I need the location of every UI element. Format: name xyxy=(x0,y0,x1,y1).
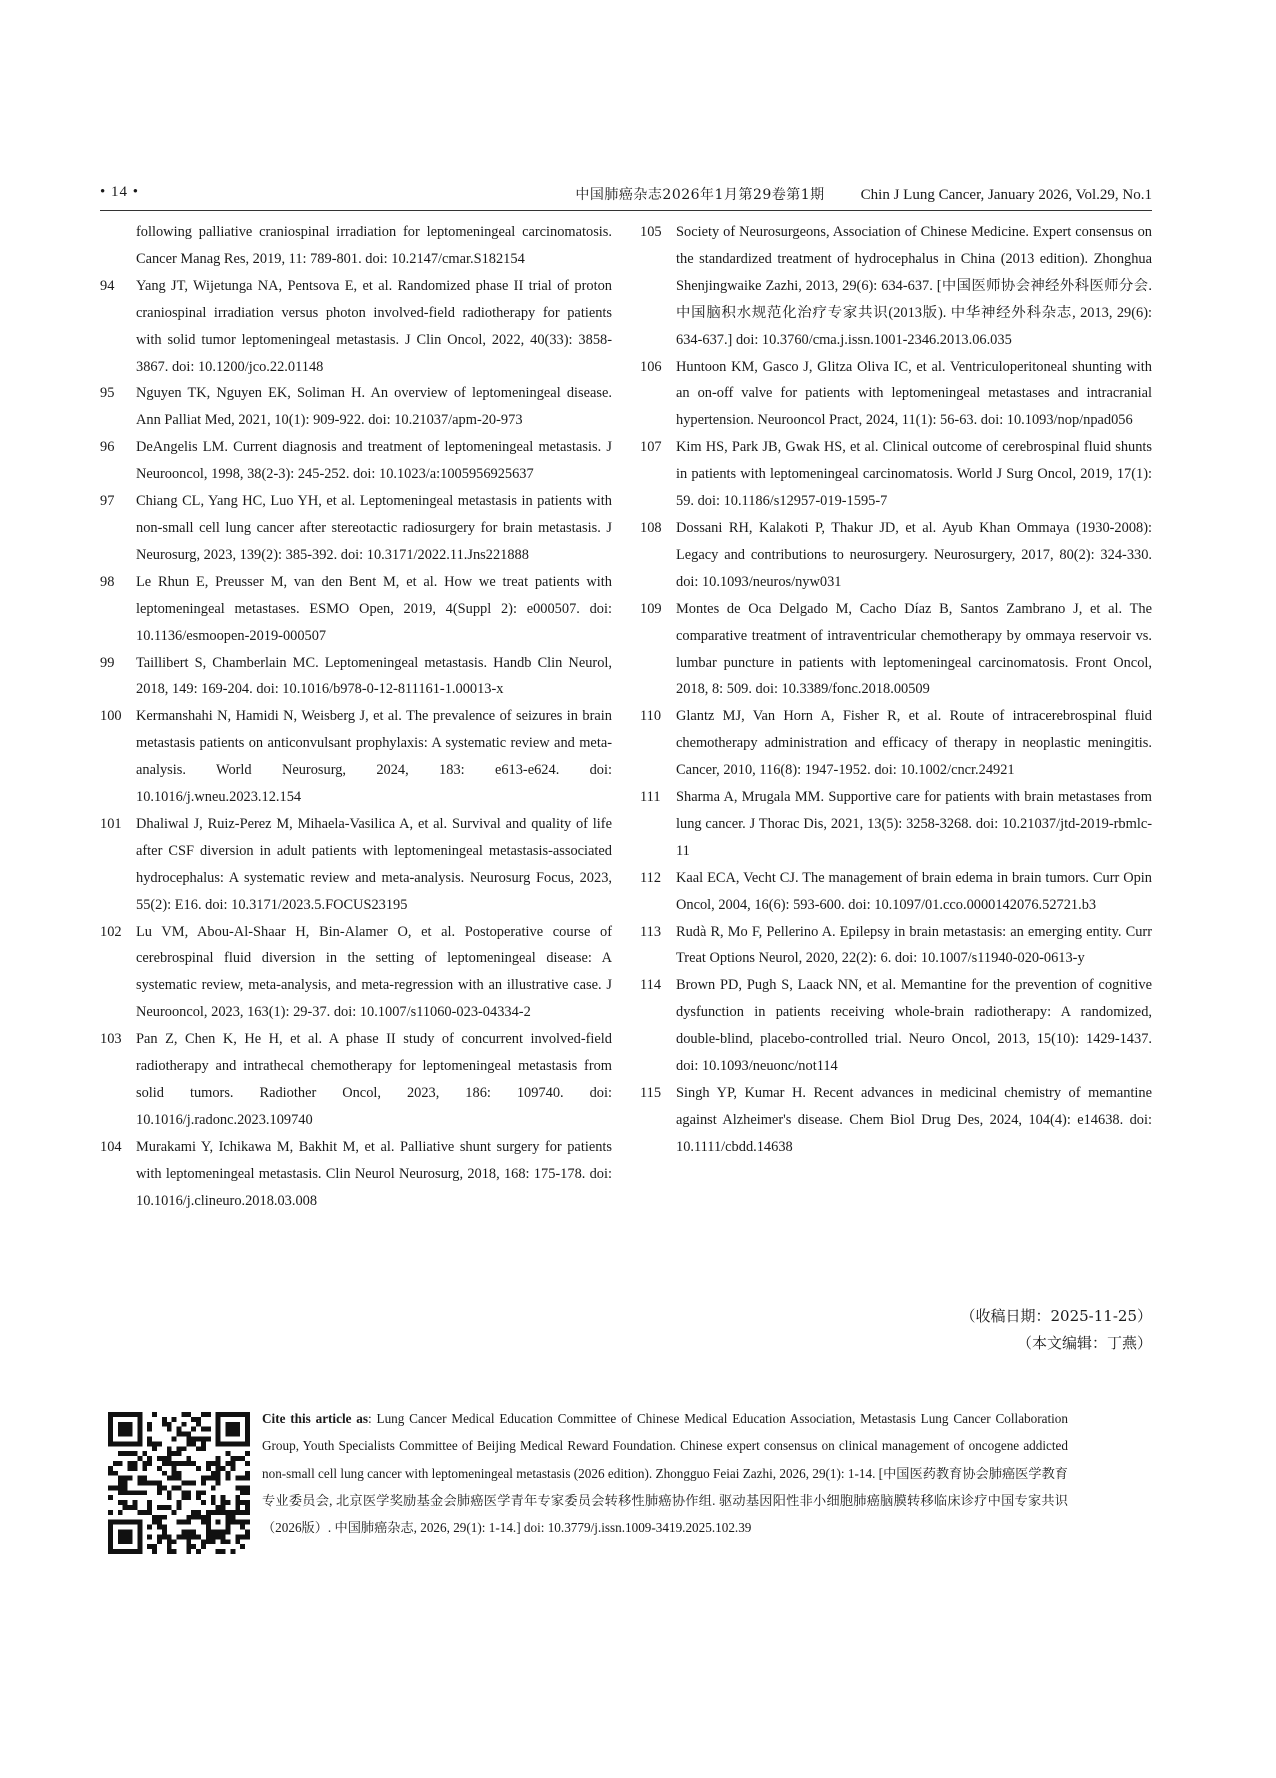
reference-number: 101 xyxy=(100,815,122,832)
reference-text: Sharma A, Mrugala MM. Supportive care for patients with brain metastases from lung cancer. J Thorac Dis, 2021, 13(5): 3258-3268. doi: 10.21037/jtd-2019-rbmlc-11 xyxy=(676,789,1152,859)
reference-text: Dossani RH, Kalakoti P, Thakur JD, et al. Ayub Khan Ommaya (1930-2008): Legacy and contributions to neurosurgery. Neurosurgery, 2017, 80(2): 324-330. doi: 10.1093/neuros/nyw031 xyxy=(676,519,1152,590)
reference-number: 114 xyxy=(640,977,662,994)
reference-number: 111 xyxy=(640,789,661,806)
reference-item xyxy=(100,273,612,381)
reference-item xyxy=(640,1080,1152,1161)
reference-number: 108 xyxy=(640,519,662,536)
reference-number: 98 xyxy=(100,573,115,590)
reference-item xyxy=(640,354,1152,435)
page-number: • 14 • xyxy=(100,184,140,200)
reference-item xyxy=(100,1134,612,1215)
reference-number: 109 xyxy=(640,600,662,617)
reference-number: 95 xyxy=(100,385,115,402)
reference-text: Le Rhun E, Preusser M, van den Bent M, et al. How we treat patients with leptomeningeal metastases. ESMO Open, 2019, 4(Suppl 2): e000507. doi: 10.1136/esmoopen-2019-000507 xyxy=(136,573,612,644)
reference-number: 104 xyxy=(100,1138,122,1155)
qr-code-icon xyxy=(108,1412,250,1554)
reference-item xyxy=(100,650,612,704)
reference-number: 115 xyxy=(640,1085,662,1101)
received-date: （收稿日期：2025-11-25） xyxy=(960,1307,1152,1325)
reference-text: Murakami Y, Ichikawa M, Bakhit M, et al. Palliative shunt surgery for patients with leptomeningeal metastasis. Clin Neurol Neurosurg, 2018, 168: 175-178. doi: 10.1016/j.clineuro.2018.03.008 xyxy=(136,1138,612,1209)
reference-text: Brown PD, Pugh S, Laack NN, et al. Memantine for the prevention of cognitive dysfunction in patients receiving whole-brain radiotherapy: A randomized, double-blind, placebo-controlled trial. Neuro Oncol, 2013, 15(10): 1429-1437. doi: 10.1093/neuonc/not114 xyxy=(676,977,1152,1075)
reference-item xyxy=(640,919,1152,973)
journal-info xyxy=(575,184,1152,204)
reference-text: Yang JT, Wijetunga NA, Pentsova E, et al. Randomized phase II trial of proton craniospinal irradiation versus photon involved-field radiotherapy for patients with solid tumor leptomeningeal metastasis. J Clin Oncol, 2022, 40(33): 3858-3867. doi: 10.1200/jco.22.01148 xyxy=(136,277,612,375)
reference-item xyxy=(100,919,612,1027)
reference-text: DeAngelis LM. Current diagnosis and treatment of leptomeningeal metastasis. J Neurooncol, 1998, 38(2-3): 245-252. doi: 10.1023/a:1005956925637 xyxy=(136,439,612,483)
references-right-column xyxy=(640,219,1152,1161)
reference-text: Dhaliwal J, Ruiz-Perez M, Mihaela-Vasilica A, et al. Survival and quality of life after CSF diversion in adult patients with leptomeningeal metastasis-associated hydrocephalus: A systematic review and meta-analysis. Neurosurg Focus, 2023, 55(2): E16. doi: 10.3171/2023.5.FOCUS23195 xyxy=(136,815,612,913)
reference-item xyxy=(100,434,612,488)
reference-item xyxy=(100,488,612,569)
reference-number: 112 xyxy=(640,869,662,886)
reference-text: Chiang CL, Yang HC, Luo YH, et al. Leptomeningeal metastasis in patients with non-small cell lung cancer after stereotactic radiosurgery for brain metastasis. J Neurosurg, 2023, 139(2): 385-392. doi: 10.3171/2022.11.Jns221888 xyxy=(136,493,612,563)
cite-text: : Lung Cancer Medical Education Committee of Chinese Medical Education Association, Metastasis Lung Cancer Collaboration Group, Youth Specialists Committee of Beijing Medical Reward Foundation. Chinese expert consensus on clinical management of oncogene addicted non-small cell lung cancer with leptomeningeal metastasis (2026 edition). Zhongguo Feiai Zazhi, 2026, 29(1): 1-14. [中国医药教育协会肺癌医学教育专业委员会, 北京医学奖励基金会肺癌医学青年专家委员会转移性肺癌协作组. 驱动基因阳性非小细胞肺癌脑膜转移临床诊疗中国专家共识（2026版）. 中国肺癌杂志, 2026, 29(1): 1-14.] doi: 10.3779/j.issn.1009-3419.2025.102.39 xyxy=(262,1411,1068,1536)
reference-text: following palliative craniospinal irradiation for leptomeningeal carcinomatosis. Cancer Manag Res, 2019, 11: 789-801. doi: 10.2147/cmar.S182154 xyxy=(136,224,612,267)
reference-number: 107 xyxy=(640,439,662,456)
reference-item xyxy=(640,219,1152,354)
reference-item xyxy=(640,703,1152,784)
reference-item xyxy=(640,784,1152,865)
reference-text: Kim HS, Park JB, Gwak HS, et al. Clinical outcome of cerebrospinal fluid shunts in patients with leptomeningeal carcinomatosis. World J Surg Oncol, 2019, 17(1): 59. doi: 10.1186/s12957-019-1595-7 xyxy=(676,439,1152,510)
article-dates xyxy=(961,1303,1153,1356)
page-header xyxy=(100,184,1152,211)
reference-number: 97 xyxy=(100,493,115,510)
reference-number: 96 xyxy=(100,439,115,456)
reference-text: Rudà R, Mo F, Pellerino A. Epilepsy in brain metastasis: an emerging entity. Curr Treat Options Neurol, 2020, 22(2): 6. doi: 10.1007/s11940-020-0613-y xyxy=(676,923,1152,967)
reference-item xyxy=(100,811,612,919)
reference-number: 106 xyxy=(640,358,662,375)
reference-text: Lu VM, Abou-Al-Shaar H, Bin-Alamer O, et al. Postoperative course of cerebrospinal fluid diversion in the setting of leptomeningeal disease: A systematic review, meta-analysis, and meta-regression with an illustrative case. J Neurooncol, 2023, 163(1): 29-37. doi: 10.1007/s11060-023-04334-2 xyxy=(136,923,612,1021)
reference-item xyxy=(640,515,1152,596)
reference-item xyxy=(100,1026,612,1134)
reference-text: Society of Neurosurgeons, Association of Chinese Medicine. Expert consensus on the standardized treatment of hydrocephalus in China (2013 edition). Zhonghua Shenjingwaike Zazhi, 2013, 29(6): 634-637. [中国医师协会神经外科医师分会. 中国脑积水规范化治疗专家共识(2013版). 中华神经外科杂志, 2013, 29(6): 634-637.] doi: 10.3760/cma.j.issn.1001-2346.2013.06.035 xyxy=(676,224,1152,348)
reference-item xyxy=(100,219,612,273)
cite-label: Cite this article as xyxy=(262,1411,369,1426)
reference-number: 100 xyxy=(100,708,122,725)
reference-number: 94 xyxy=(100,277,115,294)
reference-text: Kermanshahi N, Hamidi N, Weisberg J, et al. The prevalence of seizures in brain metastasis patients on anticonvulsant prophylaxis: A systematic review and meta-analysis. World Neurosurg, 2024, 183: e613-e624. doi: 10.1016/j.wneu.2023.12.154 xyxy=(136,708,612,806)
reference-number: 113 xyxy=(640,923,662,940)
references-left-column xyxy=(100,219,612,1215)
reference-text: Nguyen TK, Nguyen EK, Soliman H. An overview of leptomeningeal disease. Ann Palliat Med, 2021, 10(1): 909-922. doi: 10.21037/apm-20-973 xyxy=(136,385,612,429)
reference-text: Glantz MJ, Van Horn A, Fisher R, et al. Route of intracerebrospinal fluid chemotherapy administration and efficacy of therapy in neoplastic meningitis. Cancer, 2010, 116(8): 1947-1952. doi: 10.1002/cncr.24921 xyxy=(676,708,1152,779)
reference-text: Huntoon KM, Gasco J, Glitza Oliva IC, et al. Ventriculoperitoneal shunting with an on-off valve for patients with leptomeningeal metastases and intracranial hypertension. Neurooncol Pract, 2024, 11(1): 56-63. doi: 10.1093/nop/npad056 xyxy=(676,358,1152,429)
reference-text: Montes de Oca Delgado M, Cacho Díaz B, Santos Zambrano J, et al. The comparative treatment of intraventricular chemotherapy by ommaya reservoir vs. lumbar puncture in patients with leptomeningeal carcinomatosis. Front Oncol, 2018, 8: 509. doi: 10.3389/fonc.2018.00509 xyxy=(676,600,1152,698)
reference-item xyxy=(640,865,1152,919)
reference-item xyxy=(640,596,1152,704)
citation-block xyxy=(262,1405,1068,1541)
editor-note: （本文编辑：丁燕） xyxy=(1016,1333,1152,1352)
reference-item xyxy=(100,569,612,650)
reference-number: 102 xyxy=(100,923,122,940)
reference-text: Taillibert S, Chamberlain MC. Leptomeningeal metastasis. Handb Clin Neurol, 2018, 149: 169-204. doi: 10.1016/b978-0-12-811161-1.00013-x xyxy=(136,654,612,698)
reference-number: 105 xyxy=(640,224,662,240)
reference-number: 110 xyxy=(640,708,662,725)
journal-title-cn: 中国肺癌杂志2026年1月第29卷第1期 xyxy=(575,187,825,203)
reference-item xyxy=(100,380,612,434)
reference-number: 103 xyxy=(100,1031,122,1048)
journal-title-en: Chin J Lung Cancer, January 2026, Vol.29, No.1 xyxy=(860,187,1152,203)
reference-number: 99 xyxy=(100,654,115,671)
reference-text: Singh YP, Kumar H. Recent advances in medicinal chemistry of memantine against Alzheimer's disease. Chem Biol Drug Des, 2024, 104(4): e14638. doi: 10.1111/cbdd.14638 xyxy=(676,1085,1152,1155)
reference-item xyxy=(100,703,612,811)
reference-text: Kaal ECA, Vecht CJ. The management of brain edema in brain tumors. Curr Opin Oncol, 2004, 16(6): 593-600. doi: 10.1097/01.cco.0000142076.52721.b3 xyxy=(676,869,1152,913)
reference-item xyxy=(640,972,1152,1080)
reference-text: Pan Z, Chen K, He H, et al. A phase II study of concurrent involved-field radiotherapy and intrathecal chemotherapy for leptomeningeal metastasis from solid tumors. Radiother Oncol, 2023, 186: 109740. doi: 10.1016/j.radonc.2023.109740 xyxy=(136,1031,612,1128)
reference-item xyxy=(640,434,1152,515)
